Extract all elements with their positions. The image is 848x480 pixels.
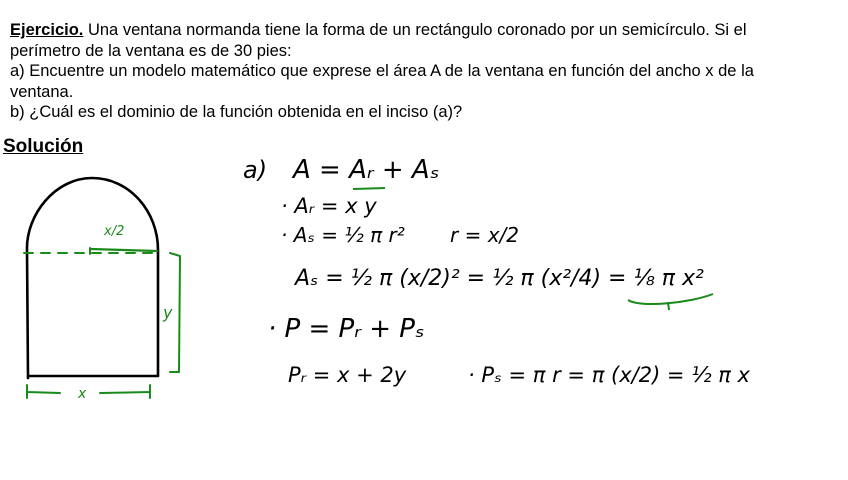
semicircle-perimeter-equation: · Pₛ = π r = π (x/2) = ½ π x — [468, 363, 750, 387]
window-outline — [27, 178, 158, 378]
handwritten-solution — [243, 155, 751, 387]
rectangle-perimeter-equation: Pᵣ = x + 2y — [288, 363, 407, 387]
result-tick — [668, 302, 669, 310]
problem-line-3: a) Encuentre un modelo matemático que exprese el área A de la ventana en función del ancho x de la — [10, 62, 754, 80]
width-label: x — [78, 386, 87, 402]
problem-line-5: b) ¿Cuál es el dominio de la función obtenida en el inciso (a)? — [10, 103, 463, 121]
exercise-label: Ejercicio. — [10, 21, 84, 39]
area-sum-equation: A = Aᵣ + Aₛ — [293, 155, 440, 185]
radius-line — [91, 249, 157, 251]
radius-equation: r = x/2 — [450, 223, 519, 247]
solution-heading: Solución — [3, 136, 84, 157]
problem-line-2: perímetro de la ventana es de 30 pies: — [10, 41, 292, 60]
norman-window-diagram — [24, 178, 180, 402]
semicircle-area-equation: · Aₛ = ½ π r² — [281, 223, 405, 247]
semicircle-area-expansion: Aₛ = ½ π (x/2)² = ½ π (x²/4) = ⅛ π x² — [295, 266, 704, 291]
radius-label: x/2 — [104, 224, 125, 239]
underline-xy — [353, 188, 385, 189]
problem-line-4: ventana. — [10, 82, 74, 101]
result-underline — [628, 294, 713, 304]
rectangle-area-equation: · Aᵣ = x y — [281, 194, 377, 218]
perimeter-sum-equation: · P = Pᵣ + Pₛ — [268, 314, 425, 344]
width-marker — [27, 385, 150, 398]
problem-text-1: Una ventana normanda tiene la forma de un rectángulo coronado por un semicírculo. Si el — [87, 21, 747, 39]
height-label: y — [163, 303, 173, 322]
part-a-label: a) — [243, 156, 268, 184]
